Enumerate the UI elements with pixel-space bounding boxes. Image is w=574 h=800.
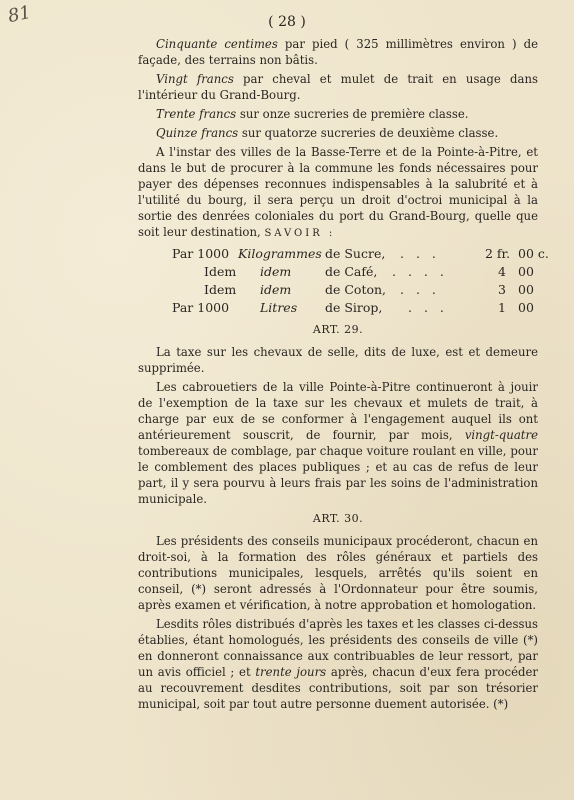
document-body <box>138 36 549 715</box>
paragraph <box>138 125 538 141</box>
article-heading: ART. 29. <box>312 323 364 336</box>
tariff-unit: Idem <box>204 264 237 279</box>
emphasis: trente jours <box>255 665 327 679</box>
tariff-unit: Idem <box>204 282 237 297</box>
article-heading: ART. 30. <box>312 512 364 525</box>
tariff-product: de Café, <box>325 264 378 279</box>
savoir-label: SAVOIR : <box>264 228 336 239</box>
tariff-cents: 00 c. <box>518 246 549 261</box>
tariff-leader-dots: . . . <box>400 246 440 261</box>
paragraph-text: sur onze sucreries de première classe. <box>236 107 469 121</box>
page-number: ( 28 ) <box>268 14 306 30</box>
emphasis: Quinze francs <box>156 126 239 140</box>
paragraph <box>138 379 538 507</box>
tariff-cents: 00 <box>518 282 534 297</box>
tariff-measure: idem <box>260 282 292 297</box>
margin-note: 81 <box>6 1 33 28</box>
tariff-measure: Litres <box>260 300 298 315</box>
tariff-row <box>138 300 538 318</box>
paragraph-text: par cheval et mulet de trait en usage dans l'intérieur du Grand-Bourg. <box>138 72 538 102</box>
tariff-row <box>138 246 549 264</box>
emphasis: Trente francs <box>156 107 237 121</box>
tariff-cents: 00 <box>518 264 534 279</box>
tariff-unit: Par 1000 <box>172 300 230 315</box>
tariff-measure: idem <box>260 264 292 279</box>
paragraph <box>138 71 538 103</box>
paragraph-text: tombereaux de comblage, par chaque voiture roulant en ville, pour le comblement des places publiques ; et au cas de refus de leur part, il y sera pourvu à leurs frais par les soins de l'administration municipale. <box>138 444 538 506</box>
paragraph: Les présidents des conseils municipaux procéderont, chacun en droit-soi, à la formation des rôles généraux et partiels des contributions municipales, lesquels, arrêtés qu'ils soient en conseil, (*) seront adressés à l'Ordonnateur pour être soumis, après examen et vérification, à notre approbation et homologation. <box>138 534 538 612</box>
tariff-leader-dots: . . . <box>400 282 440 297</box>
tariff-row <box>138 282 538 300</box>
tariff-value: 2 fr. <box>485 246 511 261</box>
tariff-measure: Kilogrammes <box>238 246 322 261</box>
emphasis: Vingt francs <box>156 72 234 86</box>
emphasis: vingt-quatre <box>464 428 538 442</box>
paragraph <box>138 144 538 242</box>
paragraph-text: Les cabrouetiers de la ville Pointe-à-Pitre continueront à jouir de l'exemption de la taxe sur les chevaux et mulets de trait, à charge par eux de se conformer à l'engagement auquel ils ont antérieurement souscrit, de fournir, par mois, <box>138 380 538 442</box>
paragraph-text: Lesdits rôles distribués d'après les taxes et les classes ci-dessus établies, étant homologués, les présidents des conseils de ville (*) en donneront connaissance aux contribuables de leur ressort, par un avis officiel ; et <box>138 617 538 679</box>
paragraph-text: par pied ( 325 millimètres environ ) de façade, des terrains non bâtis. <box>138 37 538 67</box>
tariff-product: de Coton, <box>325 282 387 297</box>
tariff-value: 3 <box>498 282 506 297</box>
tariff-value: 4 <box>498 264 506 279</box>
tariff-product: de Sirop, <box>325 300 383 315</box>
paragraph-text: A l'instar des villes de la Basse-Terre et de la Pointe-à-Pitre, et dans le but de procurer à la commune les fonds nécessaires pour payer des dépenses reconnues indispensables à la salubrité et à l'utilité du bourg, il sera perçu un droit d'octroi municipal à la sortie des denrées coloniales du port du Grand-Bourg, quelle que soit leur destination, <box>138 145 538 239</box>
tariff-product: de Sucre, <box>325 246 386 261</box>
paragraph-text: sur quatorze sucreries de deuxième classe. <box>238 126 499 140</box>
tariff-unit: Par 1000 <box>172 246 230 261</box>
emphasis: Cinquante centimes <box>156 37 278 51</box>
tariff-cents: 00 <box>518 300 534 315</box>
tariff-row <box>138 264 538 282</box>
tariff-leader-dots: . . . . <box>392 264 448 279</box>
paragraph: La taxe sur les chevaux de selle, dits de luxe, est et demeure supprimée. <box>138 345 538 375</box>
paragraph <box>138 616 538 712</box>
tariff-table <box>138 246 549 318</box>
tariff-leader-dots: . . . <box>408 300 448 315</box>
paragraph <box>138 36 538 68</box>
tariff-value: 1 <box>498 300 506 315</box>
paragraph-text: après, chacun d'eux fera procéder au recouvrement desdites contributions, soit par son trésorier municipal, soit par tout autre personne duement autorisée. (*) <box>138 665 538 711</box>
paragraph <box>138 106 538 122</box>
